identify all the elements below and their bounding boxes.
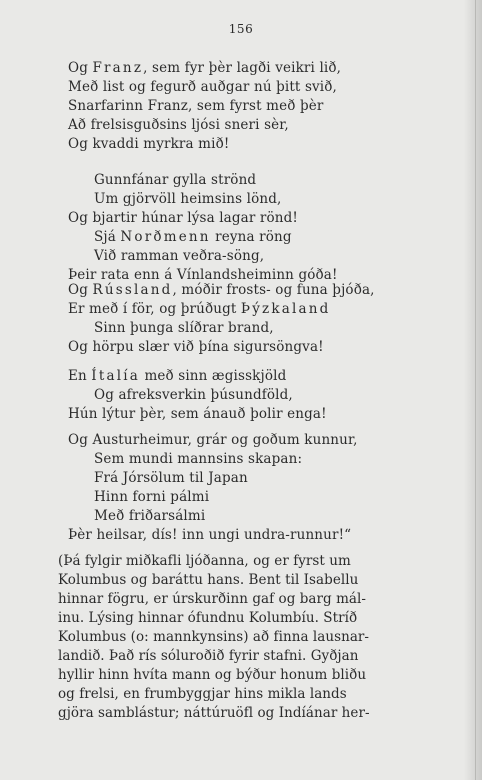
prose-line: hyllir hinn hvíta mann og býður honum bliðu (58, 667, 367, 683)
poem-line: Hún lýtur þèr, sem ánauð þolir enga! (68, 406, 327, 422)
poem-line: Þèr heilsar, dís! inn ungi undra-runnur!“ (68, 527, 352, 543)
poem-line: Og bjartir húnar lýsa lagar rönd! (68, 210, 299, 226)
page-edge (464, 0, 482, 780)
poem-line: En Ítalía með sinn ægisskjöld (68, 368, 287, 384)
prose-line: og frelsi, en frumbyggjar hins mikla lands (58, 686, 347, 702)
page-number: 156 (228, 22, 254, 36)
prose-line: inu. Lýsing hinnar ófundnu Kolumbíu. Stríð (58, 610, 358, 626)
poem-line: Og hörpu slær við þína sigursöngva! (68, 339, 324, 355)
prose-line: hinnar fögru, er úrskurðinn gaf og barg mál- (58, 591, 366, 607)
poem-line: Sjá Norðmenn reyna röng (94, 229, 292, 245)
poem-line: Og Rússland, móðir frosts- og funa þjóða, (68, 282, 375, 298)
prose-line: (Þá fylgir miðkafli ljóðanna, og er fyrst um (58, 553, 351, 569)
prose-line: Kolumbus og baráttu hans. Bent til Isabellu (58, 572, 359, 588)
poem-line: Og kvaddi myrkra mið! (68, 136, 230, 152)
poem-line: Er með í för, og þrúðugt Þýzkaland (68, 301, 331, 317)
poem-line: Að frelsisguðsins ljósi sneri sèr, (68, 117, 289, 133)
prose-line: landið. Það rís sóluroðið fyrir stafni. Gyðjan (58, 648, 359, 664)
poem-line: Og afreksverkin þúsundföld, (94, 387, 293, 403)
poem-line: Og Austurheimur, grár og goðum kunnur, (68, 432, 358, 448)
prose-line: gjöra samblástur; náttúruöfl og Indíánar her- (58, 705, 370, 721)
poem-line: Með list og fegurð auðgar nú þitt svið, (68, 79, 337, 95)
page-edge-line (475, 0, 476, 780)
poem-line: Hinn forni pálmi (94, 489, 210, 505)
poem-line: Sem mundi mannsins skapan: (94, 451, 303, 467)
poem-line: Þeir rata enn á Vínlandsheiminn góða! (68, 267, 338, 283)
poem-line: Snarfarinn Franz, sem fyrst með þèr (68, 98, 324, 114)
poem-line: Gunnfánar gylla strönd (94, 172, 257, 188)
poem-line: Sinn þunga slíðrar brand, (94, 320, 274, 336)
poem-line: Við ramman veðra-söng, (94, 248, 265, 264)
poem-line: Og Franz, sem fyr þèr lagði veikri lið, (68, 60, 342, 76)
prose-line: Kolumbus (o: mannkynsins) að finna lausnar- (58, 629, 370, 645)
poem-line: Með friðarsálmi (94, 508, 206, 524)
poem-line: Frá Jórsölum til Japan (94, 470, 248, 486)
poem-line: Um gjörvöll heimsins lönd, (94, 191, 282, 207)
